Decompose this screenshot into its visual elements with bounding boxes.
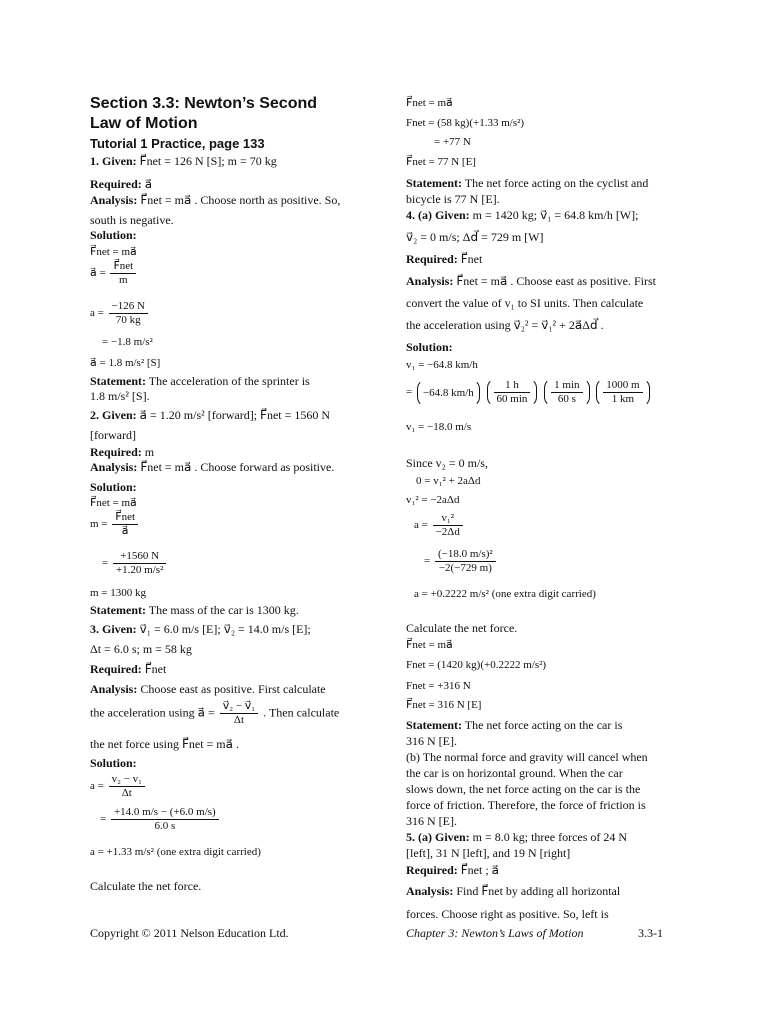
equation-lhs: = <box>406 386 415 399</box>
equation-lhs: a = <box>90 780 104 793</box>
label: Required: <box>406 863 458 877</box>
footer-chapter: Chapter 3: Newton’s Laws of Motion <box>406 926 584 940</box>
fraction <box>603 379 642 406</box>
text-line: 316 N [E]. <box>406 734 457 748</box>
label: 1. Given: <box>90 154 137 168</box>
fraction <box>109 300 148 327</box>
equation <box>90 260 138 287</box>
equation <box>90 300 150 327</box>
fraction <box>112 511 138 538</box>
text-line: (b) The normal force and gravity will cancel when <box>406 750 648 764</box>
equation-lhs: a⃗ = <box>90 267 106 280</box>
text-line: Δt = 6.0 s; m = 58 kg <box>90 642 192 656</box>
label: Analysis: <box>406 884 454 898</box>
equation: F⃗net = 77 N [E] <box>406 156 476 168</box>
fraction <box>433 512 463 539</box>
equation-lhs: = <box>424 555 431 568</box>
text-line: Calculate the net force. <box>90 879 202 893</box>
label: Required: <box>90 445 142 459</box>
text-line: Calculate the net force. <box>406 621 518 635</box>
label: Statement: <box>406 718 462 732</box>
label: Required: <box>90 177 142 191</box>
text-line: the acceleration using v⃗₂² = v⃗₁² + 2a⃗Δd⃗ . <box>406 318 604 332</box>
text-line <box>90 700 339 727</box>
denominator: −2(−729 m) <box>438 562 492 574</box>
denominator: 6.0 s <box>154 820 176 832</box>
text-line: 4. (a) Given: m = 1420 kg; v⃗₁ = 64.8 km/h [W]; <box>406 208 639 222</box>
label: Analysis: <box>406 274 454 288</box>
label: 5. (a) Given: <box>406 830 470 844</box>
label: Solution: <box>406 340 453 354</box>
equation-lhs: m = <box>90 518 108 531</box>
equation <box>424 548 498 575</box>
equation <box>90 511 140 538</box>
fraction <box>551 379 582 406</box>
equation: v₁ = −64.8 km/h <box>406 359 478 371</box>
equation-lhs: = <box>102 557 109 570</box>
text-line: slows down, the net force acting on the car is the <box>406 782 641 796</box>
equation <box>102 550 168 577</box>
denominator: Δt <box>121 787 132 799</box>
denominator: 70 kg <box>115 314 141 326</box>
text-line: Analysis: Find F⃗net by adding all horizontal <box>406 884 621 898</box>
text-line: 2. Given: a⃗ = 1.20 m/s² [forward]; F⃗net = 1560 N <box>90 408 331 422</box>
equation: a = +1.33 m/s² (one extra digit carried) <box>90 846 261 858</box>
equation: F⃗net = ma⃗ <box>406 639 453 651</box>
label: Statement: <box>406 176 462 190</box>
numerator: v₂ − v₁ <box>109 773 145 787</box>
section-title-line-2: Law of Motion <box>90 115 198 132</box>
numerator: −126 N <box>109 300 148 314</box>
equation: 0 = v₁² + 2aΔd <box>416 475 481 487</box>
text-line: 316 N [E]. <box>406 814 457 828</box>
equation: F⃗net = ma⃗ <box>406 97 453 109</box>
text-line: [left], 31 N [left], and 19 N [right] <box>406 846 571 860</box>
equation-lhs: a = <box>414 519 428 532</box>
text-line <box>90 756 137 770</box>
numerator: F⃗net <box>112 511 138 525</box>
denominator: 1 km <box>611 393 635 405</box>
text-line: Statement: The acceleration of the sprinter is <box>90 374 310 388</box>
equation: Fnet = +316 N <box>406 680 471 692</box>
text-line: Required: F⃗net ; a⃗ <box>406 863 500 877</box>
conversion-factor <box>487 378 538 407</box>
label: 3. Given: <box>90 622 137 636</box>
text-line <box>406 340 453 354</box>
equation: v₁² = −2aΔd <box>406 494 460 506</box>
text-span: . Then calculate <box>263 705 340 720</box>
text-line: bicycle is 77 N [E]. <box>406 192 500 206</box>
text-line: Analysis: Choose east as positive. First calculate <box>90 682 326 696</box>
numerator: F⃗net <box>110 260 136 274</box>
text-line <box>90 480 137 494</box>
numerator: +14.0 m/s − (+6.0 m/s) <box>111 806 219 820</box>
equation: a⃗ = 1.8 m/s² [S] <box>90 357 161 369</box>
equation: = +77 N <box>434 136 471 148</box>
fraction <box>113 550 166 577</box>
equation-lhs: a = <box>90 307 104 320</box>
label: Required: <box>406 252 458 266</box>
text-line <box>90 228 137 242</box>
equation: a = +0.2222 m/s² (one extra digit carried) <box>414 588 596 600</box>
text-line: the net force using F⃗net = ma⃗ . <box>90 737 239 751</box>
fraction <box>435 548 496 575</box>
denominator: −2Δd <box>435 526 460 538</box>
equation: F⃗net = 316 N [E] <box>406 699 482 711</box>
label: Solution: <box>90 480 137 494</box>
label: Required: <box>90 662 142 676</box>
fraction <box>109 773 145 800</box>
equation: m = 1300 kg <box>90 587 147 599</box>
text-line: Statement: The mass of the car is 1300 kg. <box>90 603 299 617</box>
label: Statement: <box>90 603 146 617</box>
numerator: v⃗₂ − v⃗₁ <box>220 700 258 714</box>
denominator: 60 min <box>496 393 528 405</box>
text-line: Statement: The net force acting on the car is <box>406 718 623 732</box>
numerator: v₁² <box>433 512 463 526</box>
text-line: Required: F⃗net <box>406 252 483 266</box>
conversion-factor <box>596 378 649 407</box>
equation: Fnet = (58 kg)(+1.33 m/s²) <box>406 117 525 129</box>
text-line: Since v₂ = 0 m/s, <box>406 456 488 470</box>
text-line: [forward] <box>90 428 136 442</box>
numerator: +1560 N <box>113 550 166 564</box>
text-line: 1. Given: F⃗net = 126 N [S]; m = 70 kg <box>90 154 277 168</box>
fraction <box>111 806 219 833</box>
numerator: 1000 m <box>603 379 642 393</box>
equation: F⃗net = ma⃗ <box>90 246 137 258</box>
text-line: Analysis: F⃗net = ma⃗ . Choose forward as positive. <box>90 460 335 474</box>
text-line: force of friction. Therefore, the force of friction is <box>406 798 646 812</box>
label: Analysis: <box>90 193 138 207</box>
equation <box>90 773 147 800</box>
label: Analysis: <box>90 460 138 474</box>
conversion-factor <box>544 378 589 407</box>
tutorial-heading: Tutorial 1 Practice, page 133 <box>90 136 265 151</box>
equation: = −1.8 m/s² <box>102 336 153 348</box>
label: 4. (a) Given: <box>406 208 470 222</box>
value: −64.8 km/h <box>422 386 474 399</box>
text-line: Required: F⃗net <box>90 662 167 676</box>
equation: F⃗net = ma⃗ <box>90 497 137 509</box>
fraction <box>110 260 136 287</box>
unit-conversion-equation <box>406 378 652 407</box>
equation-lhs: = <box>100 813 107 826</box>
numerator: (−18.0 m/s)² <box>435 548 496 562</box>
footer-copyright: Copyright © 2011 Nelson Education Ltd. <box>90 926 289 940</box>
equation: Fnet = (1420 kg)(+0.2222 m/s²) <box>406 659 547 671</box>
denominator: Δt <box>233 714 245 726</box>
equation <box>414 512 465 539</box>
text-line: forces. Choose right as positive. So, left is <box>406 907 609 921</box>
text-line: Required: m <box>90 445 155 459</box>
text-line: convert the value of v₁ to SI units. Then calculate <box>406 296 644 310</box>
text-line: 3. Given: v⃗₁ = 6.0 m/s [E]; v⃗₂ = 14.0 m/s [E]; <box>90 622 311 636</box>
text-line: Required: a⃗ <box>90 177 153 191</box>
text-line: Analysis: F⃗net = ma⃗ . Choose north as positive. So, <box>90 193 341 207</box>
conversion-factor <box>417 379 480 407</box>
numerator: 1 h <box>494 379 531 393</box>
text-line: the car is on horizontal ground. When the car <box>406 766 623 780</box>
denominator: m <box>119 274 128 286</box>
text-line: Statement: The net force acting on the cyclist and <box>406 176 649 190</box>
text-line: v⃗₂ = 0 m/s; Δd⃗ = 729 m [W] <box>406 230 544 244</box>
denominator: 60 s <box>557 393 576 405</box>
section-title-line-1: Section 3.3: Newton’s Second <box>90 95 318 112</box>
label: Analysis: <box>90 682 138 696</box>
fraction <box>494 379 531 406</box>
text-span: the acceleration using a⃗ = <box>90 705 215 720</box>
denominator: +1.20 m/s² <box>115 564 164 576</box>
numerator: 1 min <box>551 379 582 393</box>
label: Statement: <box>90 374 146 388</box>
label: Solution: <box>90 228 137 242</box>
fraction <box>220 700 258 727</box>
label: 2. Given: <box>90 408 137 422</box>
label: Solution: <box>90 756 137 770</box>
text-line: Analysis: F⃗net = ma⃗ . Choose east as positive. First <box>406 274 657 288</box>
footer-page-number: 3.3-1 <box>638 926 663 940</box>
equation: v₁ = −18.0 m/s <box>406 421 472 433</box>
text-line: 5. (a) Given: m = 8.0 kg; three forces of 24 N <box>406 830 628 844</box>
denominator: a⃗ <box>121 525 129 537</box>
text-line: 1.8 m/s² [S]. <box>90 389 150 403</box>
text-line: south is negative. <box>90 213 174 227</box>
equation <box>100 806 221 833</box>
